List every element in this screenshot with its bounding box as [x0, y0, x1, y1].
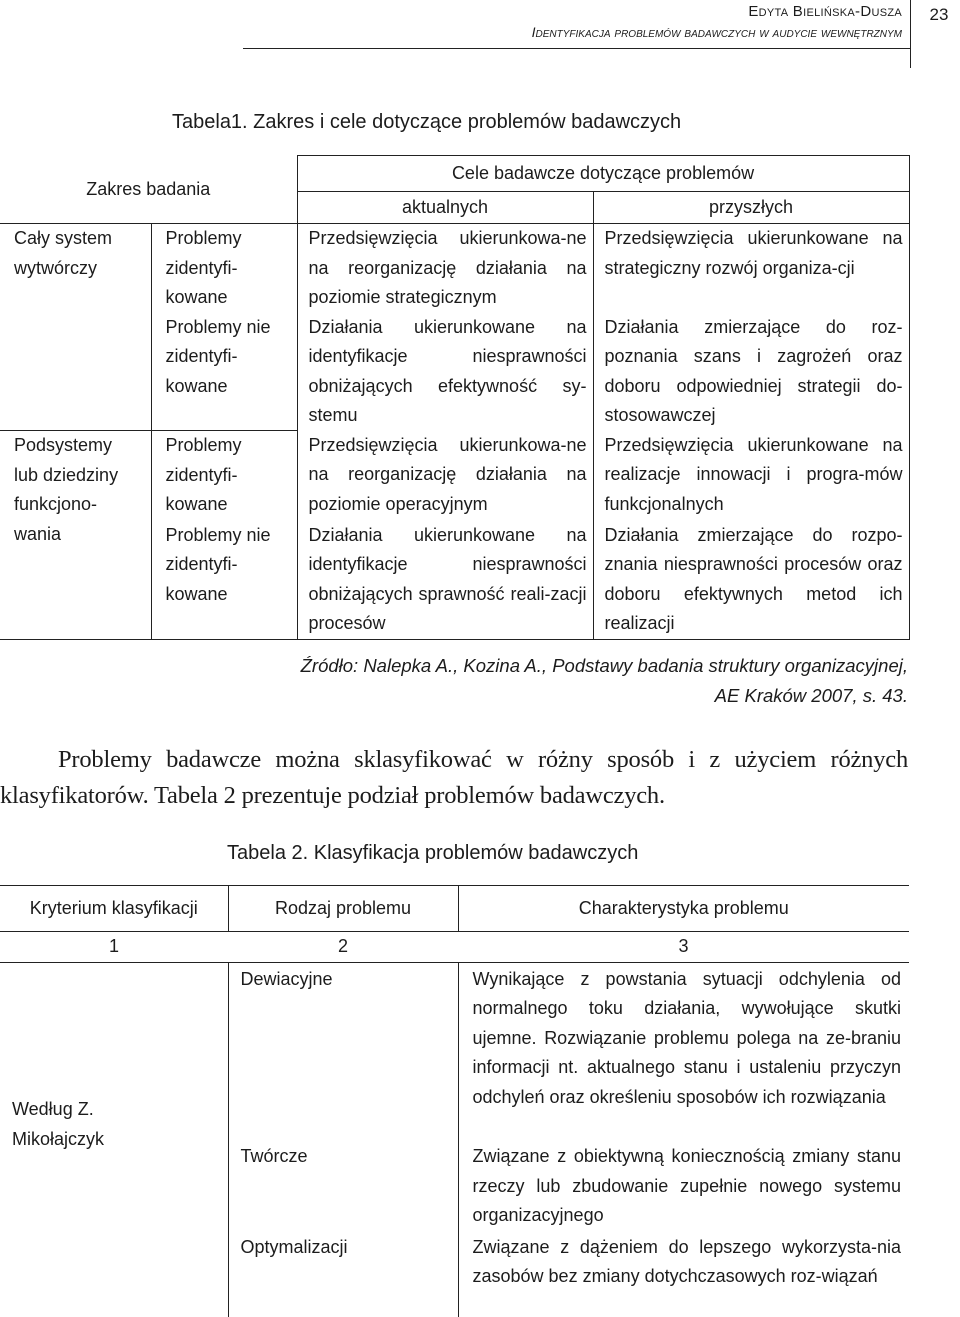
table2-kind-cell	[228, 962, 458, 1140]
table1-type-text: Problemy nie zidentyfi-kowane	[165, 316, 271, 396]
table2-header-kind: Rodzaj problemu	[228, 886, 458, 932]
table1-type-cell	[151, 313, 297, 431]
table2-description-text: Związane z dążeniem do lepszego wykorzysta-nia zasobów bez zmiany dotychczasowych roz-wiązań	[472, 1236, 901, 1286]
table2-description-cell	[458, 1140, 909, 1231]
table1-header-future: przyszłych	[593, 192, 909, 224]
table1-future-cell	[593, 224, 909, 313]
table2-caption: Tabela 2. Klasyfikacja problemów badawczych	[227, 842, 639, 864]
table2-description-cell	[458, 1231, 909, 1317]
table2-description-text: Wynikające z powstania sytuacji odchylenia od normalnego toku działania, wywołujące skutki ujemne. Rozwiązanie problemu polega na ze-braniu informacji nt. aktualnego stanu i ustaleniu przyczyn odchyleń oraz określeniu sposobów ich rozwiązania	[472, 968, 901, 1107]
table1-future-text: Przedsięwzięcia ukierunkowane na strategiczny rozwój organiza-cji	[604, 228, 903, 278]
table1-type-cell	[151, 224, 297, 313]
table1-type-text: Problemy nie zidentyfi-kowane	[165, 524, 271, 604]
table1-future-text: Przedsięwzięcia ukierunkowane na realizacje innowacji i progra-mów funkcjonalnych	[604, 434, 903, 514]
table1-current-cell	[297, 224, 593, 313]
running-header	[0, 0, 960, 70]
table2	[0, 885, 909, 1317]
table1-current-text: Działania ukierunkowane na identyfikacje niesprawności obniżających efektywność sy-stemu	[308, 316, 587, 425]
table1-current-cell	[297, 313, 593, 431]
table2-column-number: 1	[0, 932, 228, 963]
table1	[0, 155, 910, 640]
table2-kind-cell	[228, 1231, 458, 1317]
table1-header-current: aktualnych	[297, 192, 593, 224]
table1-type-cell	[151, 521, 297, 640]
table1-scope-cell	[0, 224, 151, 431]
table1-header-goals: Cele badawcze dotyczące problemów	[297, 156, 909, 192]
header-rule	[243, 48, 910, 49]
table2-kind-text: Optymalizacji	[240, 1236, 348, 1257]
header-divider	[910, 0, 911, 68]
table1-future-cell	[593, 313, 909, 431]
table1-scope-text: Cały system wytwórczy	[14, 228, 113, 278]
table1-current-cell	[297, 521, 593, 640]
table2-description-cell	[458, 962, 909, 1140]
source-line: AE Kraków 2007, s. 43.	[714, 685, 908, 706]
table2-kind-text: Dewiacyjne	[240, 968, 333, 989]
table1-future-text: Działania zmierzające do rozpo-znania niesprawności procesów oraz doboru efektywnych metod ich realizacji	[604, 524, 903, 633]
table1-source	[220, 651, 908, 711]
table1-current-text: Przedsięwzięcia ukierunkowa-ne na reorganizację działania na poziomie strategicznym	[308, 228, 587, 307]
table1-current-cell	[297, 431, 593, 521]
table2-criterion-text: Według Z. Mikołajczyk	[12, 1099, 105, 1149]
table2-kind-cell	[228, 1140, 458, 1231]
table1-type-text: Problemy zidentyfi-kowane	[165, 228, 242, 307]
table2-description-text: Związane z obiektywną koniecznością zmiany stanu rzeczy lub zbudowanie zupełnie nowego systemu organizacyjnego	[472, 1146, 901, 1225]
table2-criterion-cell	[0, 962, 228, 1317]
table1-type-text: Problemy zidentyfi-kowane	[165, 435, 242, 514]
running-header-title: Identyfikacja problemów badawczych w audycie wewnętrznym	[531, 24, 902, 40]
table2-column-number: 2	[228, 932, 458, 963]
page-number: 23	[929, 5, 949, 24]
table2-column-number: 3	[458, 932, 909, 963]
table1-current-text: Przedsięwzięcia ukierunkowa-ne na reorganizację działania na poziomie operacyjnym	[308, 434, 587, 514]
table1-current-text: Działania ukierunkowane na identyfikacje niesprawności obniżających sprawność reali-zacji procesów	[308, 524, 587, 633]
table1-future-cell	[593, 521, 909, 640]
table1-scope-cell	[0, 431, 151, 640]
table1-future-text: Działania zmierzające do roz-poznania szans i zagrożeń oraz doboru odpowiedniej strategii do-stosowawczej	[604, 316, 903, 425]
body-paragraph: Problemy badawcze można sklasyfikować w różny sposób i z użyciem różnych klasyfikatorów. Tabela 2 prezentuje podział problemów badawczych.	[0, 746, 908, 809]
source-line: Źródło: Nalepka A., Kozina A., Podstawy badania struktury organizacyjnej,	[300, 655, 908, 676]
table1-caption: Tabela1. Zakres i cele dotyczące problemów badawczych	[172, 111, 682, 133]
table2-kind-text: Twórcze	[240, 1146, 308, 1166]
table1-scope-text: Podsystemy lub dziedziny funkcjono-wania	[14, 435, 119, 544]
table2-header-characteristics: Charakterystyka problemu	[458, 886, 909, 932]
table1-type-cell	[151, 431, 297, 521]
table2-header-criterion: Kryterium klasyfikacji	[0, 886, 228, 932]
table1-future-cell	[593, 431, 909, 521]
table1-header-scope: Zakres badania	[0, 156, 297, 224]
running-header-author: Edyta Bielińska-Dusza	[748, 3, 902, 20]
